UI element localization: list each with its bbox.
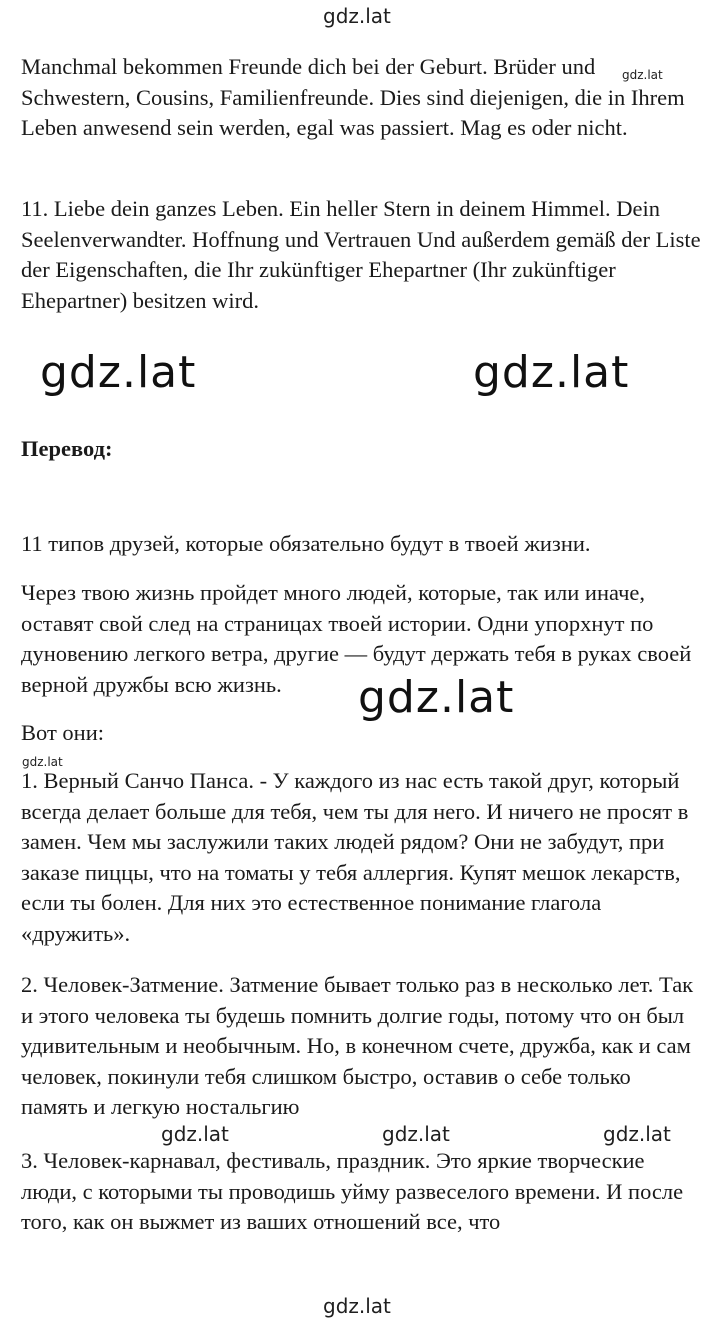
watermark-inline-small: gdz.lat: [622, 68, 663, 82]
paragraph-german-1: Manchmal bekommen Freunde dich bei der Geburt. Brüder und Schwestern, Cousins, Familienfreunde. Dies sind diejenigen, die in Ihrem Leben anwesend sein werden, egal was passiert. Mag es oder nicht.: [21, 54, 685, 140]
translation-heading: Перевод:: [21, 436, 113, 461]
paragraph-ru-here: Вот они:: [21, 720, 105, 745]
watermark-top: gdz.lat: [323, 4, 391, 28]
watermark-row-center: gdz.lat: [382, 1122, 450, 1146]
watermark-tiny-left: gdz.lat: [22, 755, 63, 769]
paragraph-ru-title: 11 типов друзей, которые обязательно будут в твоей жизни.: [21, 531, 591, 556]
watermark-big-left: gdz.lat: [40, 347, 197, 398]
watermark-row-right: gdz.lat: [603, 1122, 671, 1146]
paragraph-ru-2: 2. Человек-Затмение. Затмение бывает только раз в несколько лет. Так и этого человека ты будешь помнить долгие годы, потому что он был удивительным и необычным. Но, в конечном счете, дружба, как и сам человек, покинули тебя слишком быстро, оставив о себе только память и легкую ностальгию: [21, 972, 694, 1119]
watermark-bottom: gdz.lat: [323, 1294, 391, 1318]
watermark-big-right: gdz.lat: [473, 347, 630, 398]
paragraph-ru-intro: Через твою жизнь пройдет много людей, которые, так или иначе, оставят свой след на страницах твоей истории. Одни упорхнут по дуновению легкого ветра, другие — будут держать тебя в руках своей верной дружбы всю жизнь.: [21, 580, 692, 697]
watermark-row-left: gdz.lat: [161, 1122, 229, 1146]
paragraph-ru-1: 1. Верный Санчо Панса. - У каждого из нас есть такой друг, который всегда делает больше для тебя, чем ты для него. И ничего не просят в замен. Чем мы заслужили таких людей рядом? Они не забудут, при заказе пиццы, что на томаты у тебя аллергия. Купят мешок лекарств, если ты болен. Для них это естественное понимание глагола «дружить».: [21, 768, 689, 946]
paragraph-ru-3: 3. Человек-карнавал, фестиваль, праздник. Это яркие творческие люди, с которыми ты проводишь уйму развеселого времени. И после того, как он выжмет из ваших отношений все, что: [21, 1148, 684, 1234]
watermark-big-middle: gdz.lat: [358, 672, 515, 723]
paragraph-german-2: 11. Liebe dein ganzes Leben. Ein heller Stern in deinem Himmel. Dein Seelenverwandter. Hoffnung und Vertrauen Und außerdem gemäß der Liste der Eigenschaften, die Ihr zukünftiger Ehepartner (Ihr zukünftiger Ehepartner) besitzen wird.: [21, 196, 701, 313]
